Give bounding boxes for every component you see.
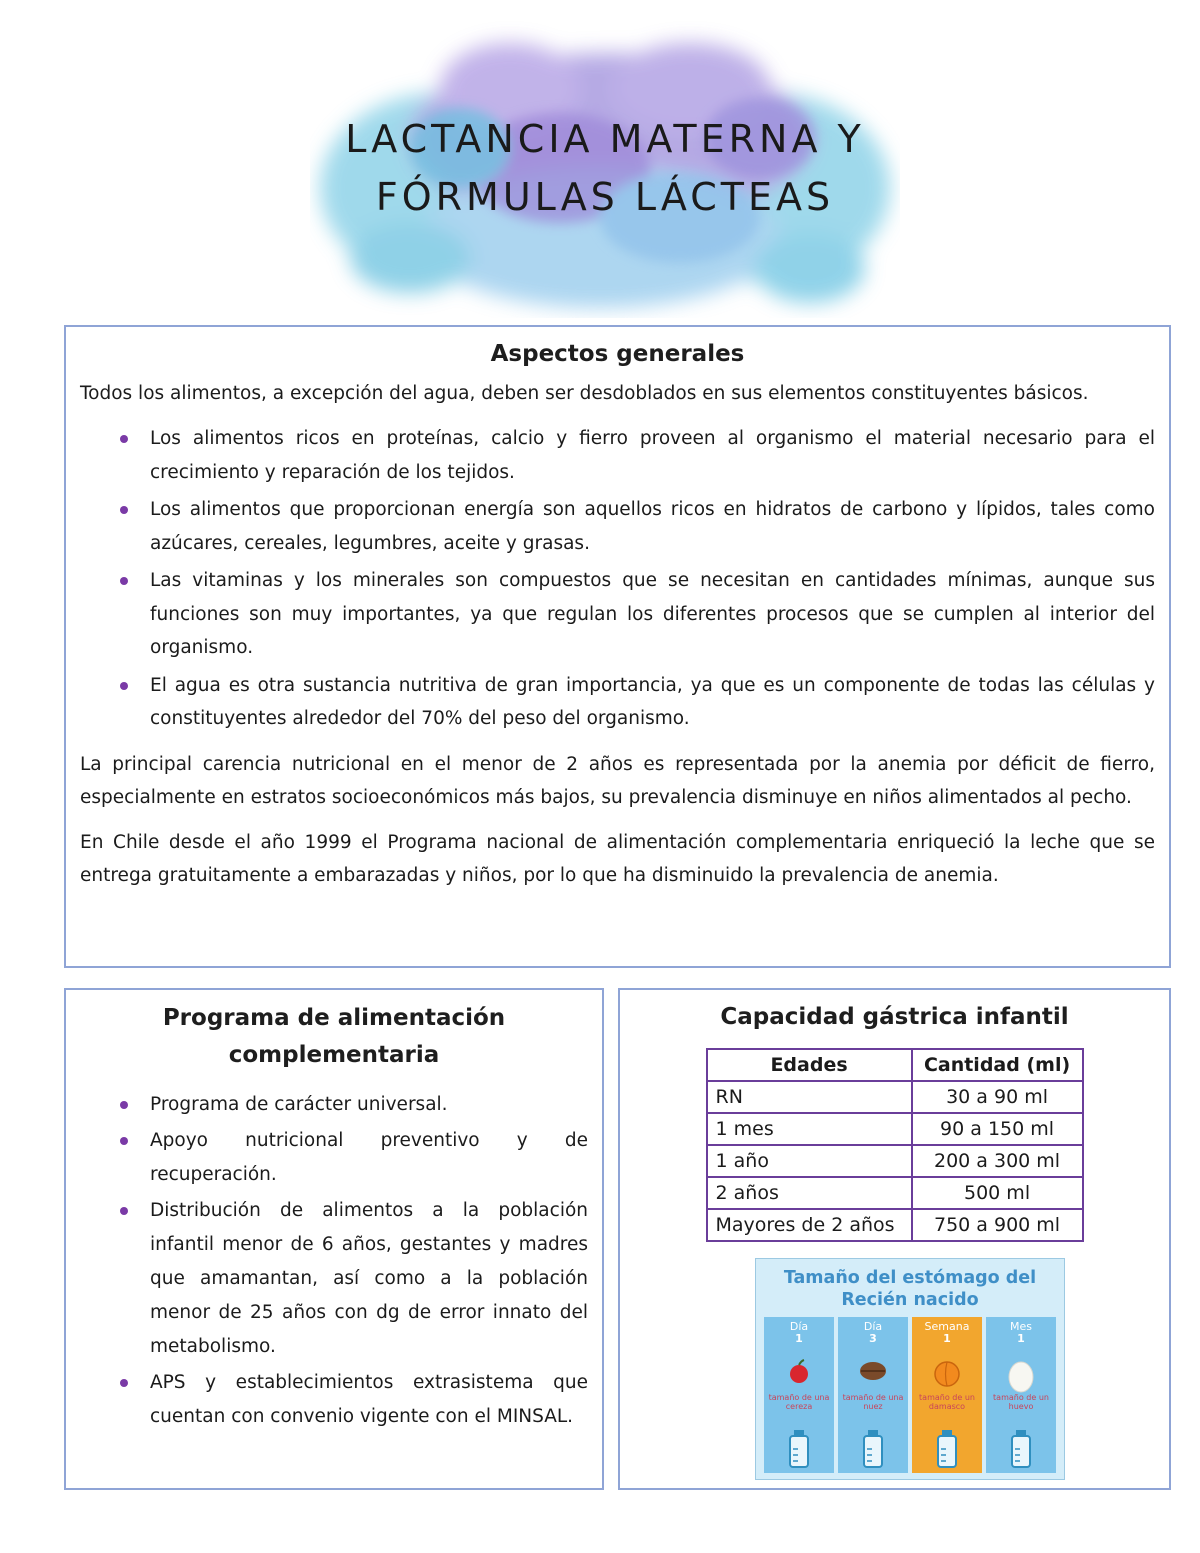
- gastric-capacity-box: [618, 988, 1171, 1490]
- list-item: Los alimentos que proporcionan energía son aquellos ricos en hidratos de carbono y lípidos, tales como azúcares, cereales, legumbres, aceite y grasas.: [80, 493, 1155, 560]
- bottle-icon: [861, 1429, 885, 1469]
- bottle-icon: [787, 1429, 811, 1469]
- general-bullet-list: [80, 422, 1155, 736]
- program-bullet-list: [80, 1088, 588, 1434]
- gastric-capacity-title: Capacidad gástrica infantil: [720, 1004, 1069, 1030]
- amount-cell: 500 ml: [912, 1177, 1083, 1209]
- table-row: [707, 1113, 1083, 1145]
- gastric-capacity-table: [706, 1048, 1084, 1242]
- general-aspects-title: Aspectos generales: [490, 341, 745, 367]
- cherry-icon: [786, 1359, 812, 1385]
- amount-cell: 90 a 150 ml: [912, 1113, 1083, 1145]
- general-aspects-box: [64, 325, 1171, 968]
- column-header-ages: Edades: [707, 1049, 912, 1081]
- age-cell: 2 años: [707, 1177, 912, 1209]
- infographic-column-week1: Semana 1 tamaño de un damasco: [912, 1317, 982, 1473]
- list-item: Las vitaminas y los minerales son compuestos que se necesitan en cantidades mínimas, aunque sus funciones son muy importantes, ya que regulan los diferentes procesos que se cumplen al interior del organismo.: [80, 564, 1155, 665]
- list-item: Distribución de alimentos a la población infantil menor de 6 años, gestantes y madres que amamantan, así como a la población menor de 25 años con dg de error innato del metabolismo.: [80, 1194, 588, 1364]
- table-row: [707, 1081, 1083, 1113]
- title-line-2: FÓRMULAS LÁCTEAS: [375, 175, 835, 219]
- list-item: Apoyo nutricional preventivo y de recuperación.: [80, 1124, 588, 1192]
- bullet-icon: [120, 1379, 128, 1387]
- table-header-row: [707, 1049, 1083, 1081]
- egg-icon: [1007, 1359, 1035, 1393]
- bullet-icon: [120, 506, 128, 514]
- table-row: [707, 1209, 1083, 1241]
- header-banner: [310, 18, 900, 318]
- program-title-line-1: Programa de alimentación: [162, 1005, 506, 1031]
- age-cell: RN: [707, 1081, 912, 1113]
- list-item: APS y establecimientos extrasistema que cuentan con convenio vigente con el MINSAL.: [80, 1366, 588, 1434]
- walnut-icon: [858, 1359, 888, 1383]
- list-item: Los alimentos ricos en proteínas, calcio y fierro proveen al organismo el material necesario para el crecimiento y reparación de los tejidos.: [80, 422, 1155, 489]
- column-header-amount: Cantidad (ml): [912, 1049, 1083, 1081]
- amount-cell: 30 a 90 ml: [912, 1081, 1083, 1113]
- stomach-size-infographic: [755, 1258, 1065, 1480]
- bullet-icon: [120, 1137, 128, 1145]
- bullet-icon: [120, 1207, 128, 1215]
- infographic-columns: [764, 1317, 1056, 1473]
- bullet-icon: [120, 1101, 128, 1109]
- program-title-line-2: complementaria: [228, 1042, 440, 1068]
- bottle-icon: [935, 1429, 959, 1469]
- infographic-column-day3: Día 3 tamaño de una nuez: [838, 1317, 908, 1473]
- page-title: [310, 110, 900, 226]
- amount-cell: 750 a 900 ml: [912, 1209, 1083, 1241]
- infographic-column-day1: Día 1 tamaño de una cereza: [764, 1317, 834, 1473]
- general-paragraph-chile: En Chile desde el año 1999 el Programa nacional de alimentación complementaria enriqueció la leche que se entrega gratuitamente a embarazadas y niños, por lo que ha disminuido la prevalencia de anemia.: [80, 831, 1155, 886]
- table-row: [707, 1177, 1083, 1209]
- general-paragraph-anemia: La principal carencia nutricional en el menor de 2 años es representada por la anemia por déficit de fierro, especialmente en estratos socioeconómicos más bajos, su prevalencia disminuye en niños alimentados al pecho.: [80, 753, 1155, 808]
- list-item: Programa de carácter universal.: [80, 1088, 588, 1122]
- age-cell: 1 mes: [707, 1113, 912, 1145]
- infographic-title: Tamaño del estómago del Recién nacido: [783, 1268, 1037, 1310]
- bullet-icon: [120, 577, 128, 585]
- infographic-column-month1: Mes 1 tamaño de un huevo: [986, 1317, 1056, 1473]
- list-item: El agua es otra sustancia nutritiva de gran importancia, ya que es un componente de todas las células y constituyentes alrededor del 70% del peso del organismo.: [80, 669, 1155, 736]
- program-box: [64, 988, 604, 1490]
- amount-cell: 200 a 300 ml: [912, 1145, 1083, 1177]
- age-cell: 1 año: [707, 1145, 912, 1177]
- program-title: [80, 1000, 588, 1074]
- age-cell: Mayores de 2 años: [707, 1209, 912, 1241]
- apricot-icon: [932, 1359, 962, 1389]
- bottle-icon: [1009, 1429, 1033, 1469]
- bullet-icon: [120, 435, 128, 443]
- title-line-1: LACTANCIA MATERNA Y: [345, 117, 865, 161]
- general-intro: Todos los alimentos, a excepción del agua, deben ser desdoblados en sus elementos constituyentes básicos.: [80, 383, 1089, 404]
- bullet-icon: [120, 682, 128, 690]
- table-row: [707, 1145, 1083, 1177]
